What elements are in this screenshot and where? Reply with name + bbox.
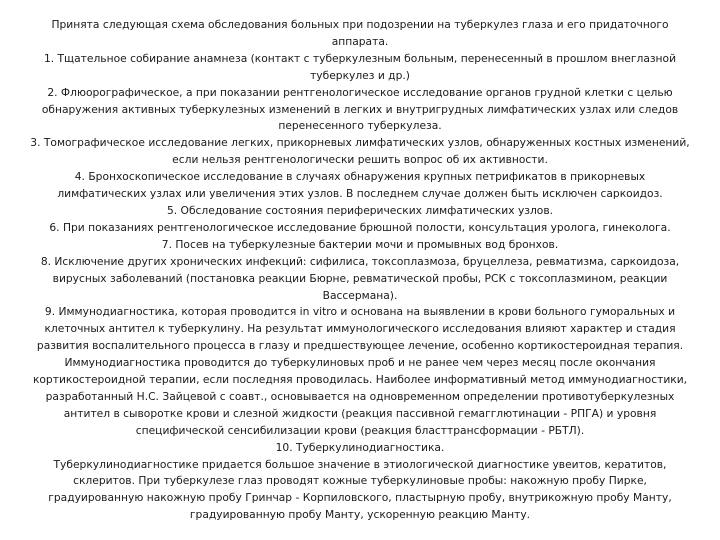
item-5-lymph-nodes: 5. Обследование состояния периферических лимфатических узлов.: [166, 203, 554, 217]
item-1-anamnesis: 1. Тщательное собирание анамнеза (контакт с туберкулезным больным, перенесенный в прошлом внеглазной туберкулез и др.): [43, 51, 677, 82]
item-9-immunodiagnostics: 9. Иммунодиагностика, которая проводится in vitro и основана на выявлении в крови больного гуморальных и клеточных антител к туберкулину. На результат иммунологического исследования влияют характер и стадия развития воспалительного процесса в глазу и предшествующее лечение, особенно кортикостероидная терапия. Иммунодиагностика проводится до туберкулиновых проб и не ранее чем через месяц после окончания кортикостероидной терапии, если последняя проводилась. Наиболее информативный метод иммунодиагностики, разработанный Н.С. Зайцевой с соавт., основывается на одновременном определении противотуберкулезных антител в сыворотке крови и слезной жидкости (реакция пассивной гемагглютинации - РПГА) и уровня специфической сенсибилизации крови (реакция бласттрансформации - РБТЛ).: [32, 305, 688, 437]
tuberculin-paragraph: Туберкулинодиагностике придается большое значение в этиологической диагностике увеитов, кератитов, склеритов. При туберкулезе глаз проводят кожные туберкулиновые пробы: накожную пробу Пирке, градуированную накожную пробу Гринчар - Корпиловского, пластырную пробу, внутрикожную пробу Манту, градуированную пробу Манту, ускоренную реакцию Манту.: [48, 457, 672, 522]
intro-paragraph: Принята следующая схема обследования больных при подозрении на туберкулез глаза и его придаточного аппарата.: [51, 18, 669, 48]
item-7-culture: 7. Посев на туберкулезные бактерии мочи и промывных вод бронхов.: [161, 237, 559, 251]
document-text: [30, 17, 690, 524]
item-8-exclude-infections: 8. Исключение других хронических инфекций: сифилиса, токсоплазмоза, бруцеллеза, ревматизма, саркоидоза, вирусных заболеваний (постановка реакции Бюрне, ревматической пробы, РСК с токсоплазмином, реакции Вассермана).: [40, 254, 680, 302]
item-3-tomography: 3. Томографическое исследование легких, прикорневых лимфатических узлов, обнаруженных костных изменений, если нельзя рентгенологически решить вопрос об их активности.: [30, 136, 690, 167]
item-2-fluorography: 2. Флюорографическое, а при показании рентгенологическое исследование органов грудной клетки с целью обнаружения активных туберкулезных изменений в легких и внутригрудных лимфатических узлах или следов перенесенного туберкулеза.: [41, 85, 679, 133]
item-6-abdominal-exam: 6. При показаниях рентгенологическое исследование брюшной полости, консультация уролога, гинеколога.: [49, 220, 671, 234]
item-4-bronchoscopy: 4. Бронхоскопическое исследование в случаях обнаружения крупных петрификатов в прикорневых лимфатических узлах или увеличения этих узлов. В последнем случае должен быть исключен саркоидоз.: [57, 170, 663, 201]
item-10-tuberculin-heading: 10. Туберкулинодиагностика.: [275, 440, 445, 454]
